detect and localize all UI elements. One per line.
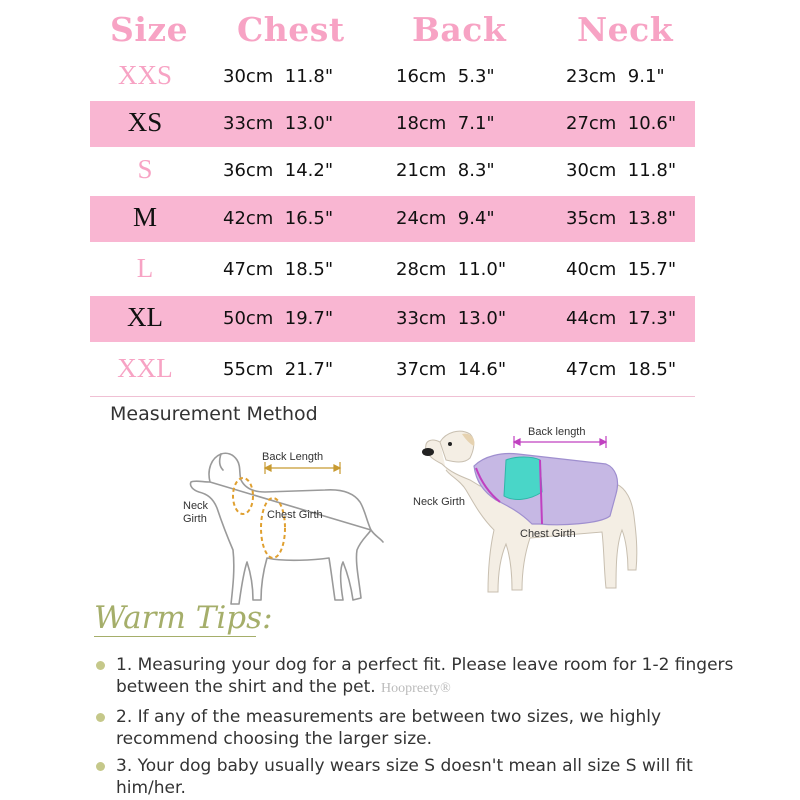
- chest-value: 36cm 14.2": [223, 160, 334, 181]
- measurement-title: Measurement Method: [110, 403, 318, 425]
- tip-item: [96, 654, 736, 700]
- back-value: 16cm 5.3": [396, 66, 495, 87]
- header-chest: Chest: [237, 10, 345, 49]
- size-label: XXS: [117, 60, 172, 90]
- header-back: Back: [412, 10, 507, 49]
- bullet-icon: [96, 661, 105, 670]
- dog-in-vest-icon: [410, 420, 660, 605]
- tip-item: [96, 755, 736, 799]
- brand-watermark: Hoopreety®: [381, 681, 451, 696]
- header-size: Size: [110, 10, 189, 49]
- table-row: [90, 54, 695, 100]
- table-row: [90, 196, 695, 242]
- dog-outline-diagram: [175, 440, 390, 610]
- size-label: XL: [127, 302, 163, 332]
- bullet-icon: [96, 713, 105, 722]
- table-row: [90, 296, 695, 342]
- dog-vest-diagram: [410, 420, 660, 605]
- bullet-icon: [96, 762, 105, 771]
- tips-underline: [94, 636, 256, 637]
- back-value: 18cm 7.1": [396, 113, 495, 134]
- back-value: 33cm 13.0": [396, 308, 507, 329]
- size-label: S: [137, 154, 153, 184]
- neck-value: 30cm 11.8": [566, 160, 677, 181]
- chest-value: 30cm 11.8": [223, 66, 334, 87]
- neck-girth-label: Girth: [183, 513, 207, 525]
- size-label: XXL: [117, 353, 173, 383]
- tip-text: 2. If any of the measurements are between two sizes, we highly recommend choosing the larger size.: [116, 707, 662, 749]
- neck-value: 44cm 17.3": [566, 308, 677, 329]
- back-value: 37cm 14.6": [396, 359, 507, 380]
- back-value: 24cm 9.4": [396, 208, 495, 229]
- neck-value: 23cm 9.1": [566, 66, 665, 87]
- table-row: [90, 347, 695, 393]
- tip-text: 3. Your dog baby usually wears size S doesn't mean all size S will fit him/her.: [116, 756, 693, 798]
- chest-value: 55cm 21.7": [223, 359, 334, 380]
- neck-girth-label: Neck Girth: [413, 496, 465, 508]
- neck-value: 40cm 15.7": [566, 259, 677, 280]
- table-bottom-divider: [90, 396, 695, 397]
- neck-value: 35cm 13.8": [566, 208, 677, 229]
- table-row: [90, 101, 695, 147]
- chest-value: 42cm 16.5": [223, 208, 334, 229]
- size-label: M: [132, 202, 157, 232]
- header-neck: Neck: [577, 10, 674, 49]
- neck-value: 27cm 10.6": [566, 113, 677, 134]
- size-label: L: [136, 253, 154, 283]
- chest-value: 47cm 18.5": [223, 259, 334, 280]
- warm-tips-title: Warm Tips:: [94, 600, 273, 636]
- tip-item: [96, 706, 736, 750]
- table-row: [90, 247, 695, 293]
- back-length-label: Back Length: [262, 451, 324, 463]
- dog-outline-icon: [175, 440, 390, 610]
- size-label: XS: [127, 107, 163, 137]
- back-value: 21cm 8.3": [396, 160, 495, 181]
- neck-girth-label: Neck: [183, 500, 209, 512]
- back-length-label: Back length: [528, 426, 586, 438]
- chest-girth-label: Chest Girth: [520, 528, 576, 540]
- chest-value: 33cm 13.0": [223, 113, 334, 134]
- chest-value: 50cm 19.7": [223, 308, 334, 329]
- chest-girth-label: Chest Girth: [267, 509, 323, 521]
- back-value: 28cm 11.0": [396, 259, 507, 280]
- tip-text: 1. Measuring your dog for a perfect fit. Please leave room for 1-2 fingers between the shirt and the pet.: [116, 655, 734, 697]
- table-row: [90, 148, 695, 194]
- neck-value: 47cm 18.5": [566, 359, 677, 380]
